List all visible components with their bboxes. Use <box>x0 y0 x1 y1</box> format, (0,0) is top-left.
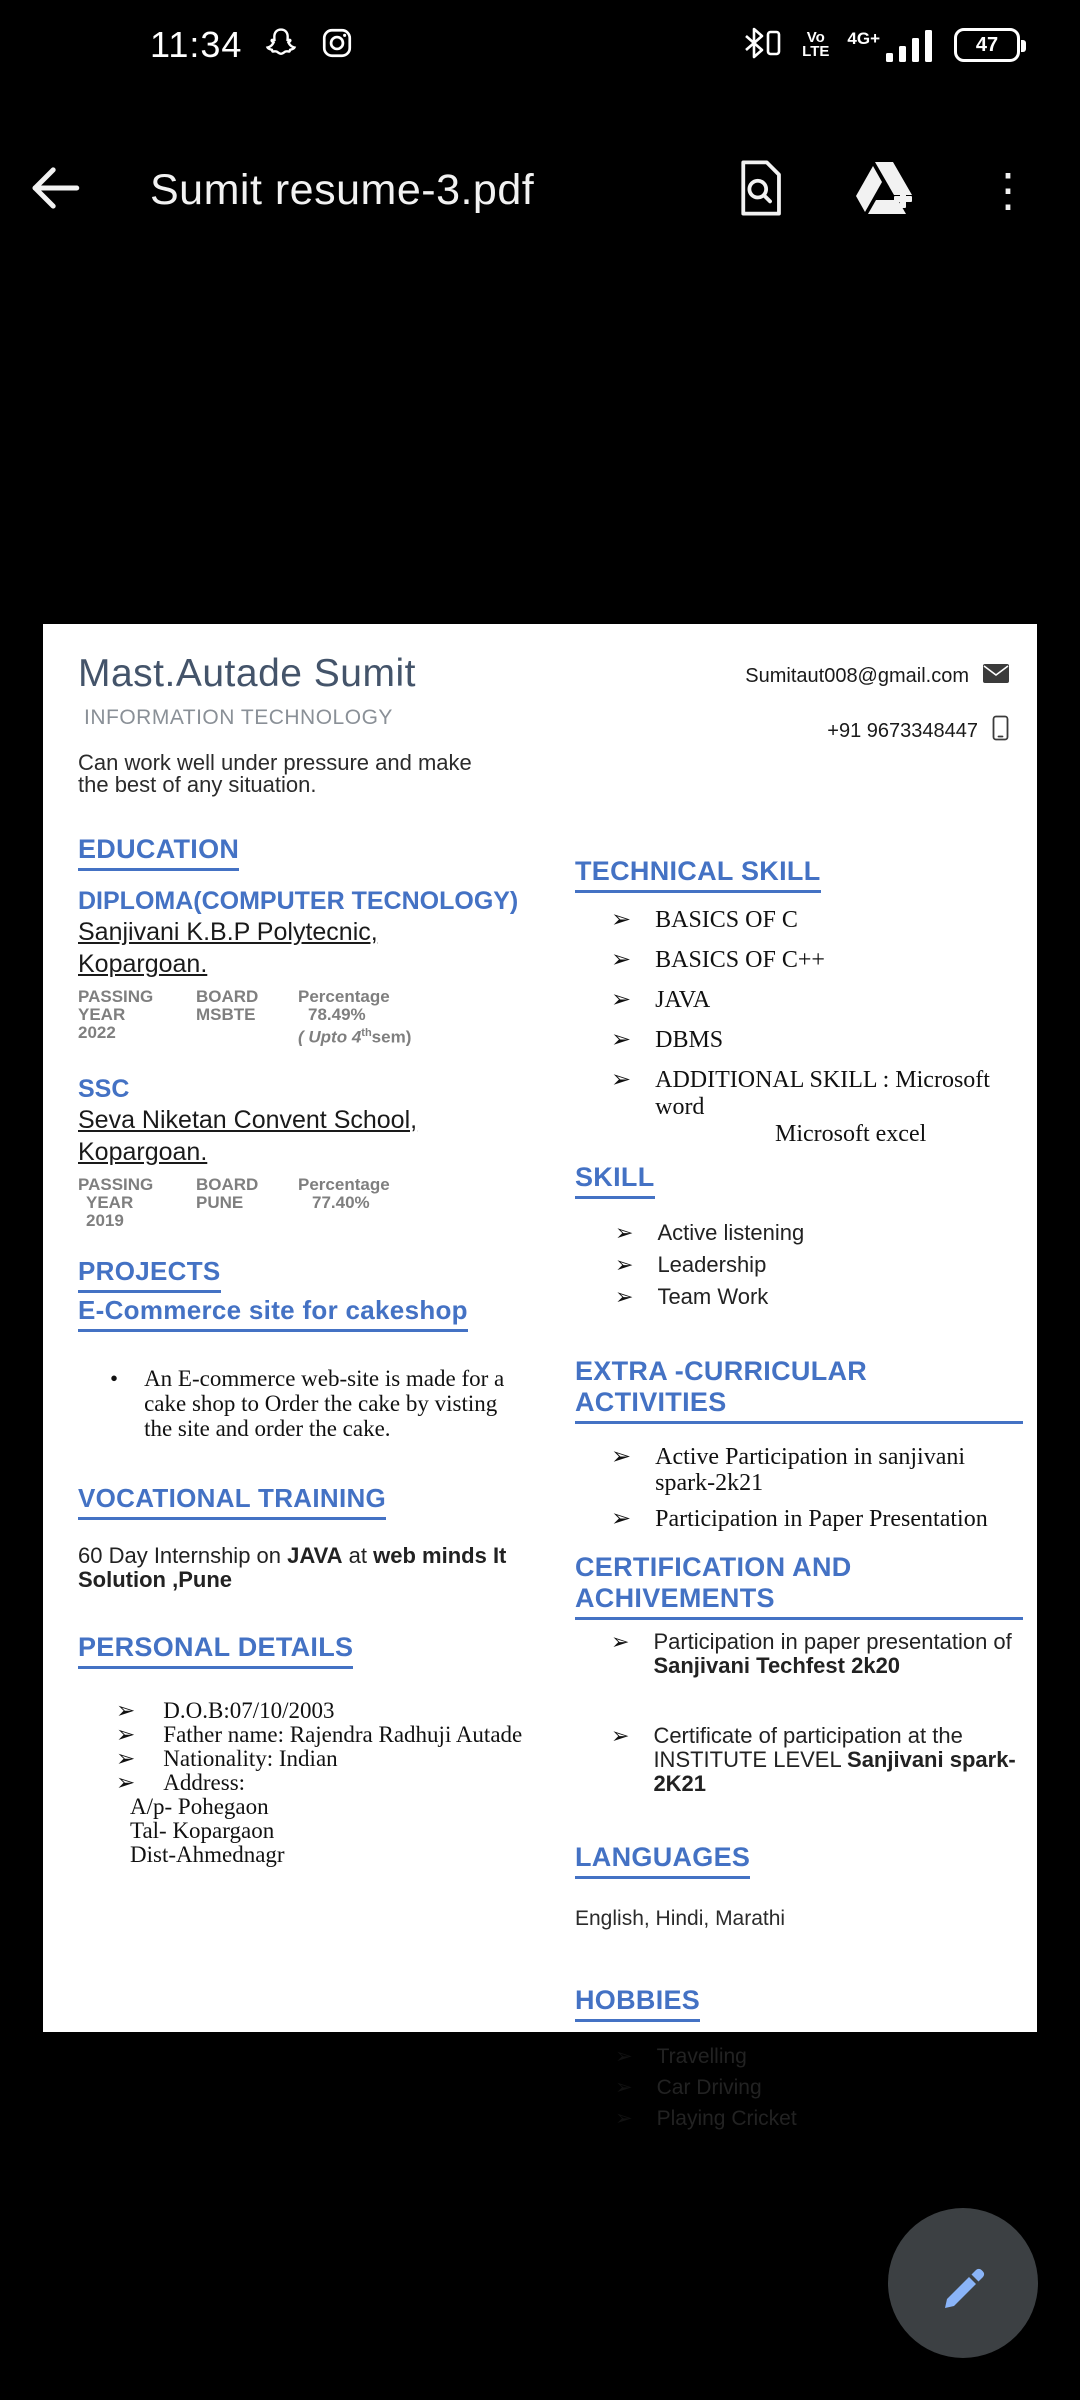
pdf-viewer-toolbar <box>0 120 1080 260</box>
arrow-bullet-icon: ➢ <box>611 907 632 933</box>
right-column <box>575 856 1023 2139</box>
arrow-bullet-icon: ➢ <box>615 2107 633 2130</box>
resume-contacts <box>745 664 1009 747</box>
list-item: ➢ Team Work <box>615 1284 769 1309</box>
languages-heading: LANGUAGES <box>575 1842 750 1879</box>
battery-icon: 47 <box>954 28 1020 62</box>
arrow-bullet-icon: ➢ <box>611 1067 632 1093</box>
projects-subheading: E-Commerce site for cakeshop <box>78 1295 468 1332</box>
status-bar <box>0 0 1080 90</box>
list-item: ➢ Car Driving <box>615 2076 762 2099</box>
arrow-bullet-icon: ➢ <box>116 1745 136 1771</box>
overflow-menu-button[interactable] <box>976 158 1040 222</box>
arrow-bullet-icon: ➢ <box>615 1284 634 1309</box>
personal-details-list <box>116 1699 540 1795</box>
projects-heading: PROJECTS <box>78 1256 221 1293</box>
arrow-bullet-icon: ➢ <box>611 1444 632 1470</box>
ssc-degree: SSC <box>78 1074 130 1103</box>
snapchat-notification-icon <box>264 26 298 65</box>
arrow-bullet-icon: ➢ <box>615 1252 634 1277</box>
list-item: ➢ BASICS OF C <box>611 907 798 933</box>
list-item: ➢ Participation in Paper Presentation <box>611 1506 988 1532</box>
list-item: ➢ Participation in paper presentation of Sanjivani Techfest 2k20 <box>611 1629 1012 1678</box>
email-text: Sumitaut008@gmail.com <box>745 665 969 687</box>
ssc-table: PASSING YEAR 2019 BOARD PUNE Percentage 77.40% <box>78 1174 390 1230</box>
pencil-icon <box>931 2249 995 2318</box>
list-item: ➢ Nationality: Indian <box>116 1745 338 1771</box>
vocational-heading: VOCATIONAL TRAINING <box>78 1483 386 1520</box>
vocational-text: 60 Day Internship on JAVA at web minds It Solution ,Pune <box>78 1542 507 1592</box>
list-item: ➢ D.O.B:07/10/2003 <box>116 1697 335 1723</box>
certification-heading: CERTIFICATION AND ACHIVEMENTS <box>575 1552 1023 1620</box>
languages-text: English, Hindi, Marathi <box>575 1907 786 1930</box>
list-item: ➢ Active Participation in sanjivani spark-2k21 <box>611 1444 966 1496</box>
document-title: Sumit resume-3.pdf <box>150 165 535 214</box>
list-item: ➢ JAVA <box>611 987 711 1013</box>
project-description: • An E-commerce web-site is made for a cake shop to Order the cake by visting the site and order the cake. <box>110 1365 505 1441</box>
technical-skill-heading: TECHNICAL SKILL <box>575 856 821 893</box>
phone-icon <box>992 715 1009 747</box>
arrow-bullet-icon: ➢ <box>611 1629 630 1654</box>
three-dots-icon: ⋮ <box>985 164 1031 216</box>
list-item: ➢ ADDITIONAL SKILL : Microsoft word <box>611 1067 990 1120</box>
add-to-drive-button[interactable] <box>852 158 916 222</box>
left-column <box>78 834 540 1867</box>
volte-icon: Vo LTE <box>802 29 830 60</box>
extra-curricular-heading: EXTRA -CURRICULAR ACTIVITIES <box>575 1356 1023 1424</box>
google-drive-add-icon <box>854 160 914 221</box>
find-in-page-icon <box>734 159 786 222</box>
ssc-school: Seva Niketan Convent School, Kopargoan. <box>78 1105 418 1166</box>
pdf-page[interactable] <box>43 624 1037 2130</box>
arrow-bullet-icon: ➢ <box>615 1220 634 1245</box>
additional-skill-line2: Microsoft excel <box>775 1121 927 1147</box>
list-item: ➢ Active listening <box>615 1220 805 1245</box>
arrow-bullet-icon: ➢ <box>611 1506 632 1532</box>
skill-heading: SKILL <box>575 1162 655 1199</box>
signal-4g-icon: 4G+ <box>847 25 936 65</box>
education-heading: EDUCATION <box>78 834 239 871</box>
list-item: ➢ Address: <box>116 1769 246 1795</box>
list-item: ➢ Father name: Rajendra Radhuji Autade <box>116 1721 523 1747</box>
list-item: ➢ DBMS <box>611 1027 724 1053</box>
arrow-bullet-icon: ➢ <box>116 1769 136 1795</box>
certification-list <box>611 1630 1023 1796</box>
find-in-document-button[interactable] <box>728 158 792 222</box>
list-item: ➢ Playing Cricket <box>615 2107 797 2130</box>
arrow-bullet-icon: ➢ <box>615 2045 633 2068</box>
arrow-bullet-icon: ➢ <box>116 1697 136 1723</box>
bullet-icon: • <box>110 1365 119 1391</box>
phone-text: +91 9673348447 <box>827 719 978 742</box>
list-item: ➢ Leadership <box>615 1252 767 1277</box>
arrow-bullet-icon: ➢ <box>611 1027 632 1053</box>
extra-curricular-list <box>611 1444 1023 1532</box>
arrow-bullet-icon: ➢ <box>611 1723 630 1748</box>
back-arrow-icon <box>26 159 84 222</box>
resume-name: Mast.Autade Sumit <box>78 652 416 695</box>
bluetooth-icon <box>740 25 784 66</box>
skill-list <box>615 1221 1023 1308</box>
resume-job-title: INFORMATION TECHNOLOGY <box>84 706 393 729</box>
resume-summary: Can work well under pressure and make the best of any situation. <box>78 750 472 797</box>
arrow-bullet-icon: ➢ <box>116 1721 136 1747</box>
edit-fab-button[interactable] <box>888 2208 1038 2358</box>
diploma-degree: DIPLOMA(COMPUTER TECNOLOGY) <box>78 887 519 915</box>
hobbies-heading: HOBBIES <box>575 1985 700 2022</box>
personal-details-heading: PERSONAL DETAILS <box>78 1632 353 1669</box>
list-item: ➢ Certificate of participation at the INSTITUTE LEVEL Sanjivani spark-2K21 <box>611 1723 1016 1796</box>
arrow-bullet-icon: ➢ <box>611 987 632 1013</box>
resume-header <box>78 652 416 730</box>
instagram-notification-icon <box>320 26 354 65</box>
list-item: ➢ BASICS OF C++ <box>611 947 825 973</box>
technical-skill-list <box>611 907 1023 1121</box>
diploma-school: Sanjivani K.B.P Polytecnic, Kopargoan. <box>78 918 378 978</box>
arrow-bullet-icon: ➢ <box>615 2076 633 2099</box>
list-item: ➢ Travelling <box>615 2045 747 2068</box>
address-lines: A/p- Pohegaon Tal- Kopargaon Dist-Ahmednagr <box>130 1793 285 1867</box>
diploma-table: PASSING YEAR 2022 BOARD MSBTE Percentage 78.49% ( Upto 4thsem) <box>78 987 412 1047</box>
envelope-icon <box>983 664 1009 689</box>
hobbies-list <box>615 2046 1023 2130</box>
back-button[interactable] <box>0 159 110 222</box>
arrow-bullet-icon: ➢ <box>611 947 632 973</box>
clock: 11:34 <box>150 24 243 65</box>
